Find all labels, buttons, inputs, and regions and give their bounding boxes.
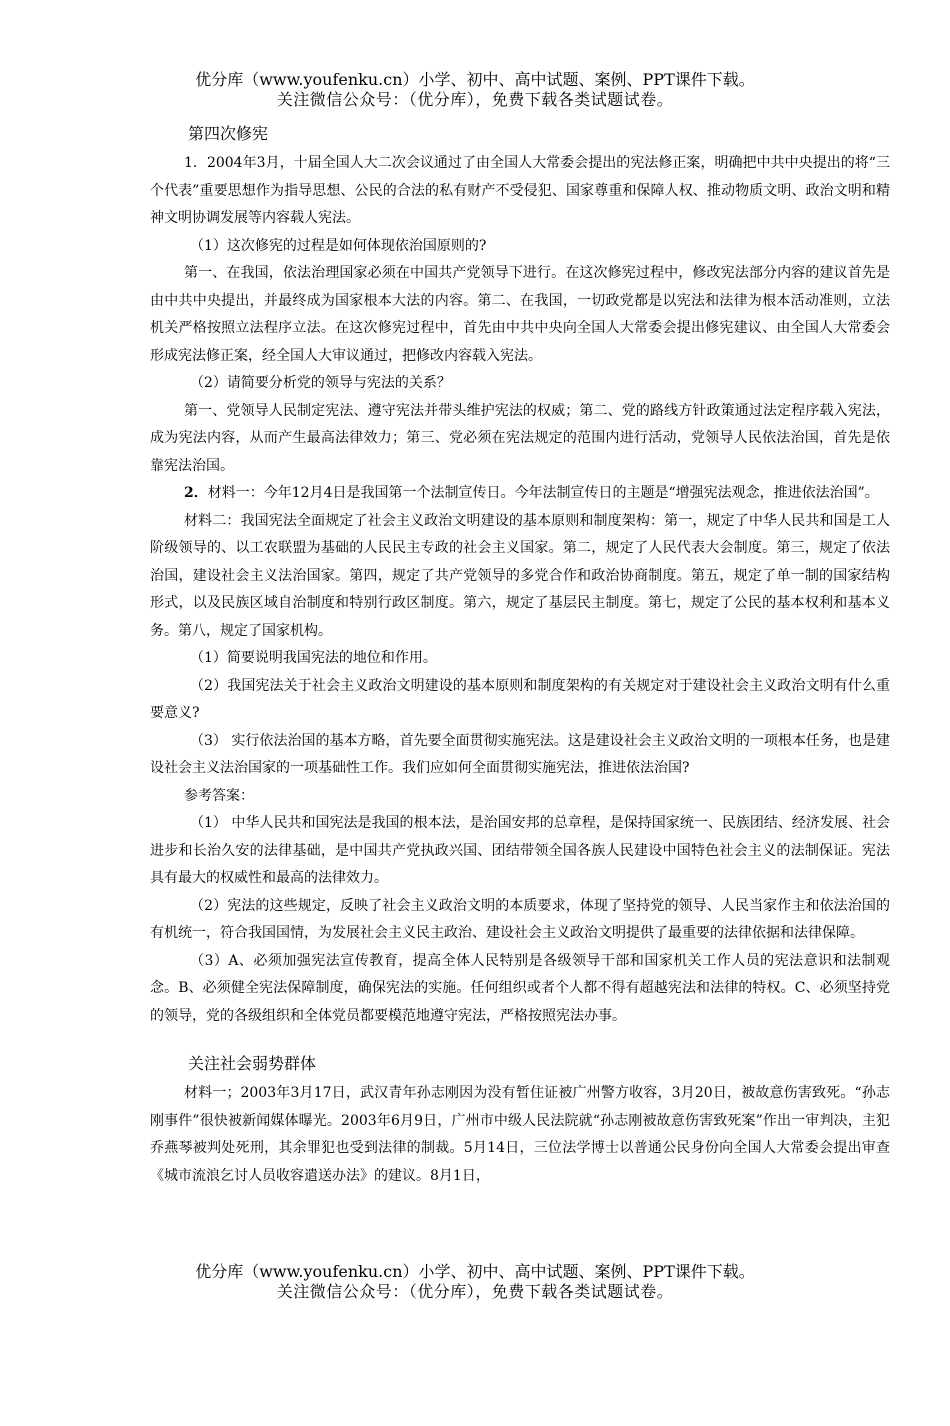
section-title-vulnerable-groups: 关注社会弱势群体 [188, 1054, 317, 1073]
answer-label: 参考答案： [184, 787, 254, 804]
question-2-number: 2． [184, 485, 208, 501]
answer-1-sub-2: 第一、党领导人民制定宪法、遵守宪法并带头维护宪法的权威；第二、党的路线方针政策通过法定程序载入宪法，成为宪法内容，从而产生最高法律效力；第三、党必须在宪法规定的范围内进行活动，党领导人民依法治国，首先是依靠宪法治国。 [150, 402, 890, 474]
page-footer [0, 1262, 950, 1302]
answer-2-sub-3: （3）A、必须加强宪法宣传教育，提高全体人民特别是各级领导干部和国家机关工作人员的宪法意识和法制观念。B、必须健全宪法保障制度，确保宪法的实施。任何组织或者个人都不得有超越宪法和法律的特权。C、必须坚持党的领导，党的各级组织和全体党员都要模范地遵守宪法，严格按照宪法办事。 [150, 952, 890, 1024]
question-2-material-1 [150, 480, 890, 508]
question-1-sub-2: （2）请简要分析党的领导与宪法的关系？ [190, 375, 451, 391]
header-line-2: 关注微信公众号：（优分库），免费下载各类试题试卷。 [276, 90, 674, 109]
footer-line-2: 关注微信公众号：（优分库），免费下载各类试题试卷。 [276, 1282, 674, 1301]
document-body [150, 122, 890, 1190]
question-2-material-2: 材料二：我国宪法全面规定了社会主义政治文明建设的基本原则和制度架构：第一，规定了中华人民共和国是工人阶级领导的、以工农联盟为基础的人民民主专政的社会主义国家。第二，规定了人民代表大会制度。第三，规定了依法治国，建设社会主义法治国家。第四，规定了共产党领导的多党合作和政治协商制度。第五，规定了单一制的国家结构形式，以及民族区域自治制度和特别行政区制度。第六，规定了基层民主制度。第七，规定了公民的基本权利和基本义务。第八，规定了国家机构。 [150, 512, 890, 639]
footer-line-1: 优分库（www.youfenku.cn）小学、初中、高中试题、案例、PPT课件下载。 [195, 1262, 755, 1281]
question-2-sub-3: （3） 实行依法治国的基本方略，首先要全面贯彻实施宪法。这是建设社会主义政治文明的一项根本任务，也是建设社会主义法治国家的一项基础性工作。我们应如何全面贯彻实施宪法，推进依法治国? [150, 732, 890, 776]
answer-2-sub-2: （2）宪法的这些规定，反映了社会主义政治文明的本质要求，体现了坚持党的领导、人民当家作主和依法治国的有机统一，符合我国国情，为发展社会主义民主政治、建设社会主义政治文明提供了最重要的法律依据和法律保障。 [150, 897, 890, 941]
section-2-material-1: 材料一；2003年3月17日，武汉青年孙志刚因为没有暂住证被广州警方收容，3月20日，被故意伤害致死。“孙志刚事件”很快被新闻媒体曝光。2003年6月9日，广州市中级人民法院就“孙志刚被故意伤害致死案”作出一审判决，主犯乔燕琴被判处死刑，其余罪犯也受到法律的制裁。5月14日，三位法学博士以普通公民身份向全国人大常委会提出审查《城市流浪乞讨人员收容遣送办法》的建议。8月1日， [150, 1085, 890, 1184]
question-1-sub-1: （1）这次修宪的过程是如何体现依治国原则的? [190, 237, 487, 254]
answer-1-sub-1: 第一、在我国，依法治理国家必须在中国共产党领导下进行。在这次修宪过程中，修改宪法部分内容的建议首先是由中共中央提出，并最终成为国家根本大法的内容。第二、在我国，一切政党都是以宪法和法律为根本活动准则，立法机关严格按照立法程序立法。在这次修宪过程中，首先由中共中央向全国人大常委会提出修宪建议、由全国人大常委会形成宪法修正案，经全国人大审议通过，把修改内容载入宪法。 [150, 265, 890, 364]
question-2-sub-2: （2）我国宪法关于社会主义政治文明建设的基本原则和制度架构的有关规定对于建设社会主义政治文明有什么重要意义? [150, 677, 890, 721]
question-2-sub-1: （1）简要说明我国宪法的地位和作用。 [190, 650, 437, 666]
material-1-text: 材料一：今年12月4日是我国第一个法制宣传日。今年法制宣传日的主题是“增强宪法观念，推进依法治国”。 [207, 485, 879, 501]
header-line-1: 优分库（www.youfenku.cn）小学、初中、高中试题、案例、PPT课件下载。 [195, 70, 755, 89]
answer-2-sub-1: （1） 中华人民共和国宪法是我国的根本法，是治国安邦的总章程，是保持国家统一、民族团结、经济发展、社会进步和长治久安的法律基础，是中国共产党执政兴国、团结带领全国各族人民建设中国特色社会主义的法制保证。宪法具有最大的权威性和最高的法律效力。 [150, 815, 890, 886]
section-spacer [150, 1030, 890, 1052]
page-header [0, 70, 950, 110]
question-1-text: 1．2004年3月，十届全国人大二次会议通过了由全国人大常委会提出的宪法修正案，明确把中共中央提出的将“三个代表”重要思想作为指导思想、公民的合法的私有财产不受侵犯、国家尊重和保障人权、推动物质文明、政治文明和精神文明协调发展等内容载人宪法。 [150, 155, 890, 226]
section-title-constitution-amendment: 第四次修宪 [188, 124, 269, 143]
